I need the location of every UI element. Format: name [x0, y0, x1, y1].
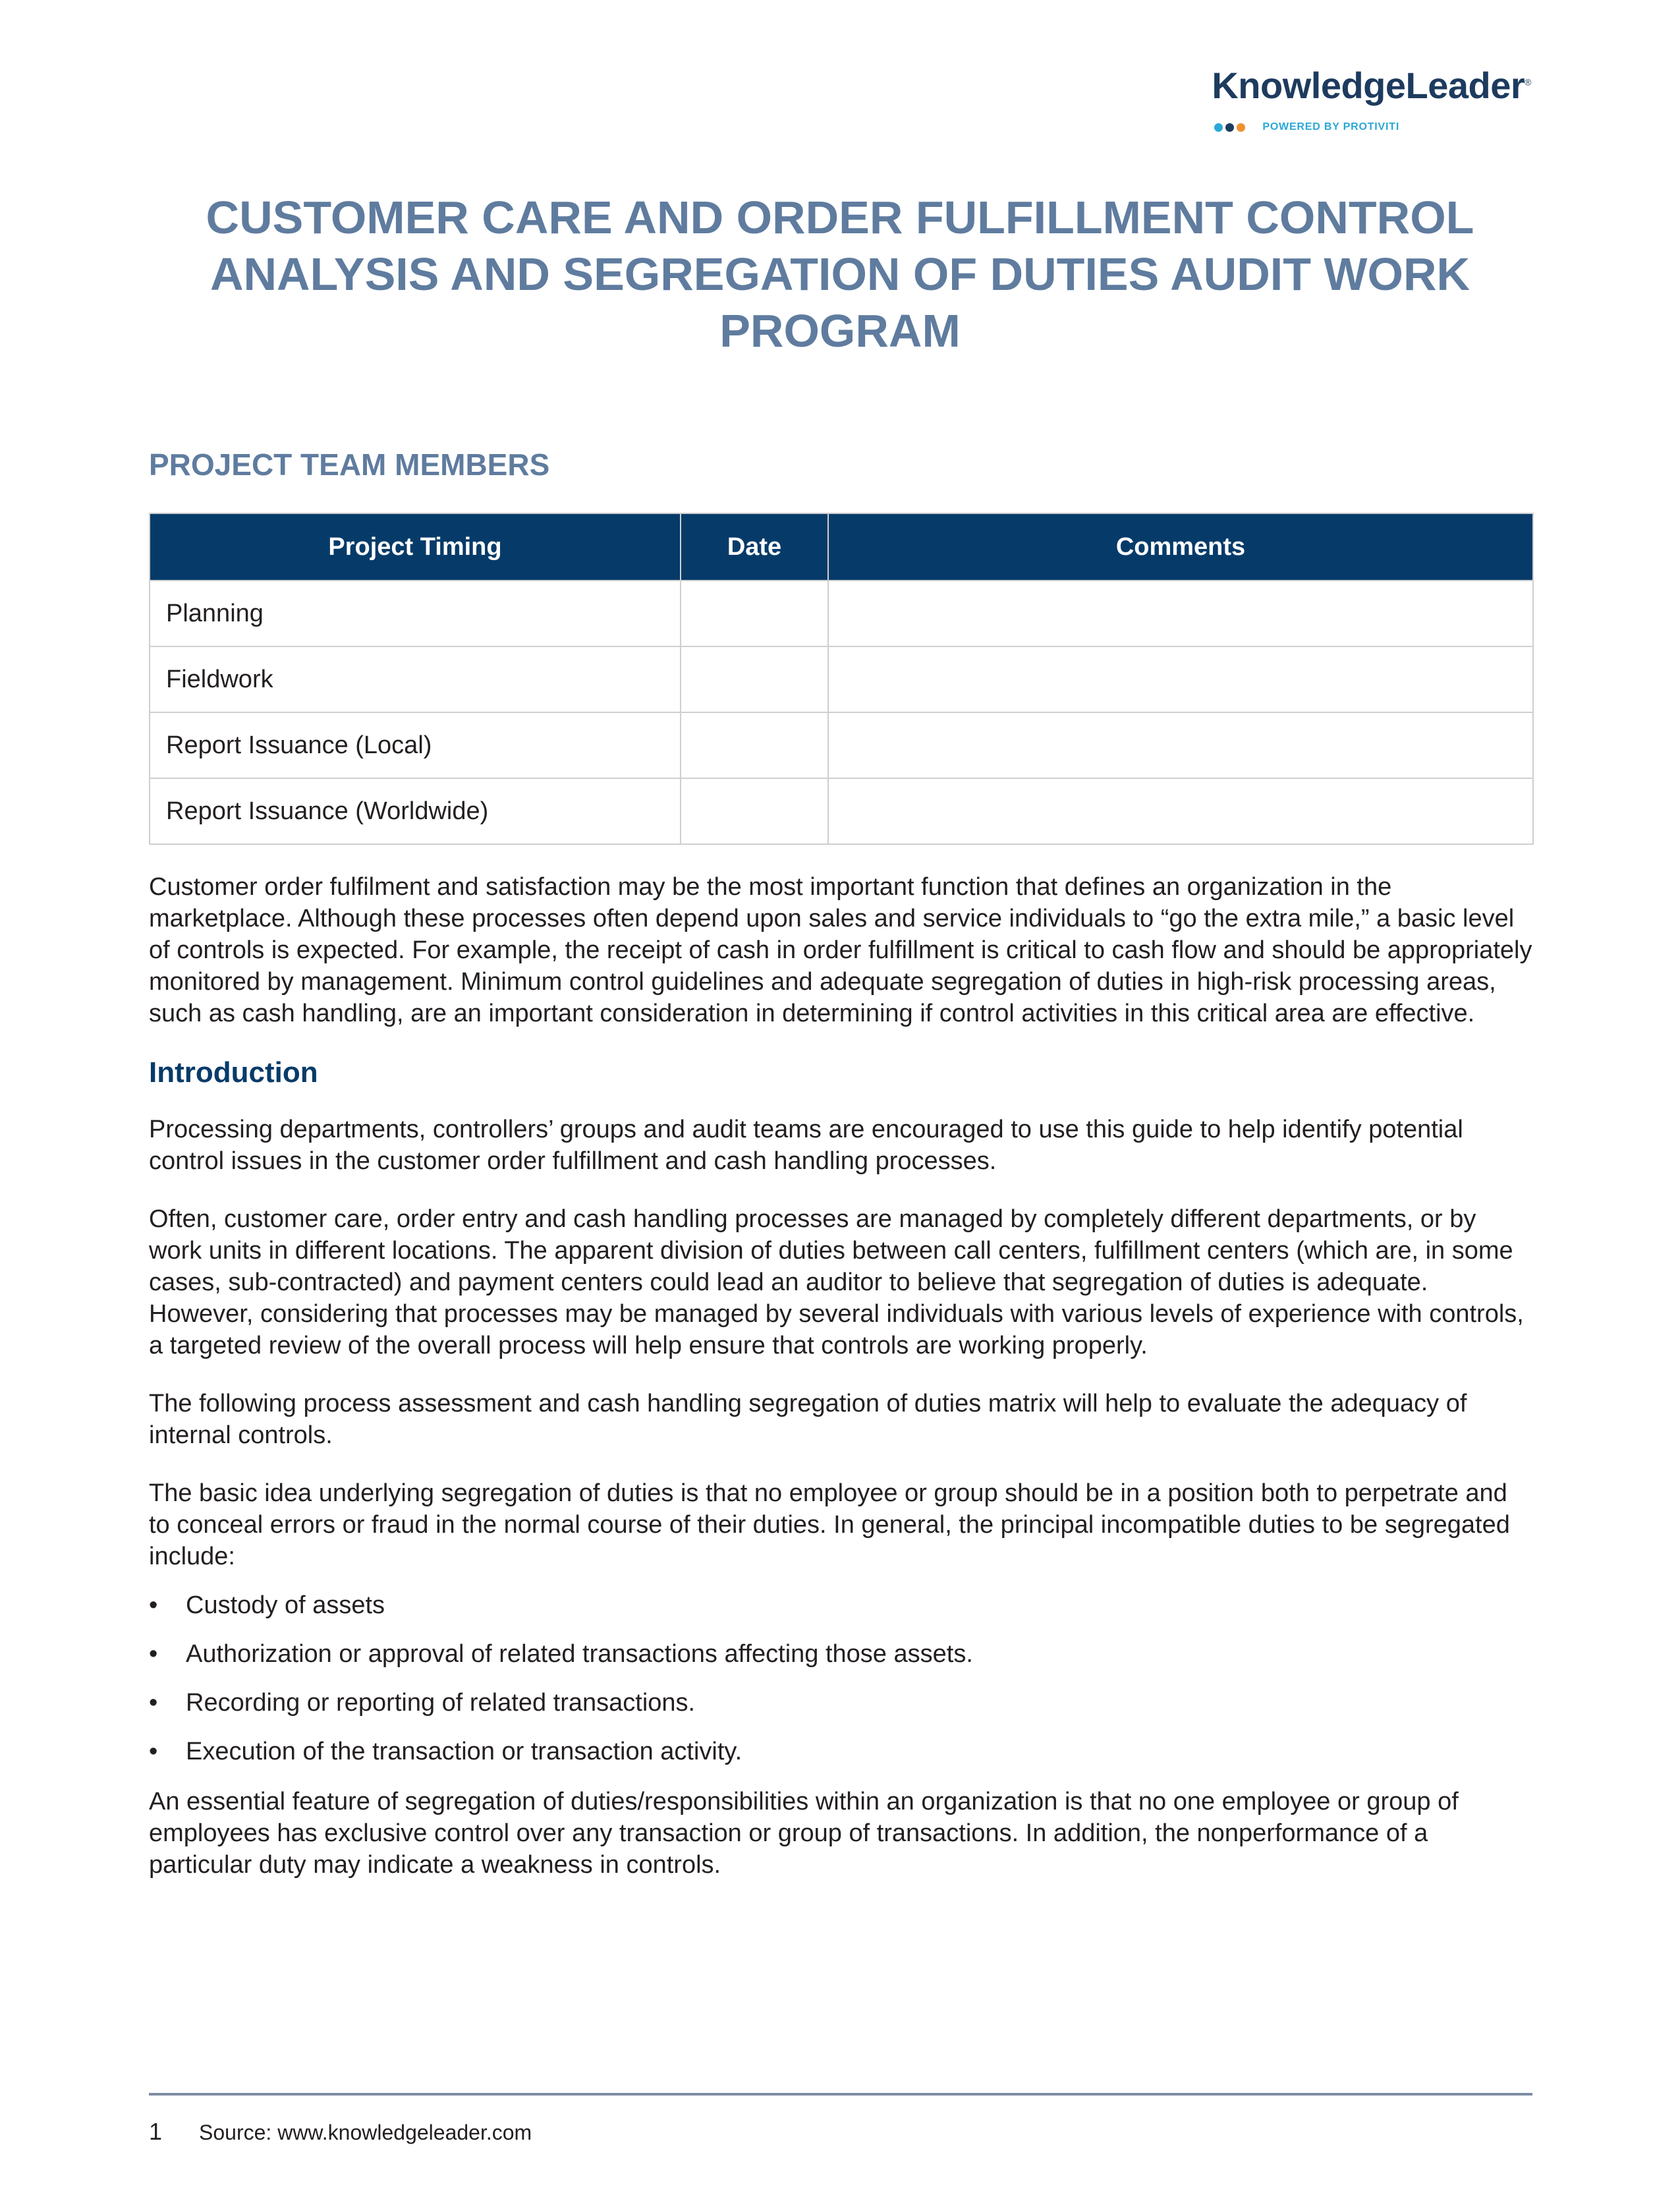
footer-source-link[interactable]: Source: www.knowledgeleader.com	[199, 2121, 532, 2144]
footer-divider	[149, 2093, 1532, 2096]
table-header-row	[150, 513, 1533, 581]
cell-date[interactable]	[681, 581, 828, 646]
list-item-text: Recording or reporting of related transactions.	[186, 1689, 696, 1717]
bullet-icon: •	[149, 1689, 158, 1717]
logo-powered-by: POWERED BY PROTIVITI	[1262, 121, 1400, 132]
logo-wordmark: KnowledgeLeader	[1212, 65, 1525, 106]
project-team-table	[149, 513, 1534, 845]
table-row	[150, 778, 1533, 844]
body-paragraph: The following process assessment and cash handling segregation of duties matrix will help to evaluate the adequacy of internal controls.	[149, 1390, 1467, 1449]
list-item	[149, 1736, 1532, 1767]
list-item-text: Execution of the transaction or transaction activity.	[186, 1738, 742, 1765]
list-item-text: Custody of assets	[186, 1591, 385, 1619]
cell-timing: Report Issuance (Local)	[150, 712, 681, 778]
list-item-text: Authorization or approval of related transactions affecting those assets.	[186, 1640, 973, 1668]
document-body	[149, 871, 1532, 1907]
bullet-icon: •	[149, 1738, 158, 1765]
logo-dot-orange	[1237, 123, 1245, 132]
bullet-icon: •	[149, 1591, 158, 1619]
logo-dots-icon	[1214, 123, 1245, 132]
cell-comments[interactable]	[828, 581, 1533, 646]
column-header-comments: Comments	[828, 513, 1533, 581]
list-item	[149, 1638, 1532, 1670]
knowledgeleader-logo[interactable]	[1212, 67, 1531, 133]
cell-comments[interactable]	[828, 778, 1533, 844]
list-item	[149, 1589, 1532, 1621]
cell-date[interactable]	[681, 646, 828, 712]
cell-comments[interactable]	[828, 712, 1533, 778]
body-paragraph: Often, customer care, order entry and cash handling processes are managed by completely different departments, or by work units in different locations. The apparent division of duties between call centers, fulfillment centers (which are, in some cases, sub-contracted) and payment centers could lead an auditor to believe that segregation of duties is adequate. However, considering that processes may be managed by several individuals with various levels of experience with controls, a targeted review of the overall process will help ensure that controls are working properly.	[149, 1205, 1524, 1359]
body-paragraph: The basic idea underlying segregation of duties is that no employee or group should be in a position both to perpetrate and to conceal errors or fraud in the normal course of their duties. In general, the principal incompatible duties to be segregated include:	[149, 1479, 1510, 1570]
logo-dot-blue	[1214, 123, 1223, 132]
page-footer	[149, 2118, 532, 2146]
cell-date[interactable]	[681, 778, 828, 844]
cell-timing: Report Issuance (Worldwide)	[150, 778, 681, 844]
logo-dot-navy	[1225, 123, 1234, 132]
table-row	[150, 712, 1533, 778]
table-row	[150, 646, 1533, 712]
duties-list	[149, 1589, 1532, 1767]
document-title: CUSTOMER CARE AND ORDER FULFILLMENT CONTROL ANALYSIS AND SEGREGATION OF DUTIES AUDIT WORK PROGRAM	[206, 192, 1474, 357]
table-row	[150, 581, 1533, 646]
intro-paragraph: Customer order fulfilment and satisfaction may be the most important function that defines an organization in the marketplace. Although these processes often depend upon sales and service individuals to “go the extra mile,” a basic level of controls is expected. For example, the receipt of cash in order fulfillment is critical to cash flow and should be appropriately monitored by management. Minimum control guidelines and adequate segregation of duties in high-risk processing areas, such as cash handling, are an important consideration in determining if control activities in this critical area are effective.	[149, 873, 1532, 1027]
team-section-heading: PROJECT TEAM MEMBERS	[149, 447, 550, 482]
cell-timing: Planning	[150, 581, 681, 646]
cell-timing: Fieldwork	[150, 646, 681, 712]
column-header-project-timing: Project Timing	[150, 513, 681, 581]
logo-registered-mark: ®	[1525, 76, 1531, 88]
cell-date[interactable]	[681, 712, 828, 778]
introduction-heading: Introduction	[149, 1056, 318, 1089]
closing-paragraph: An essential feature of segregation of duties/responsibilities within an organization is that no one employee or group of employees has exclusive control over any transaction or group of transactions. In addition, the nonperformance of a particular duty may indicate a weakness in controls.	[149, 1788, 1459, 1879]
list-item	[149, 1687, 1532, 1719]
column-header-date: Date	[681, 513, 828, 581]
bullet-icon: •	[149, 1640, 158, 1668]
page-number: 1	[149, 2118, 163, 2145]
cell-comments[interactable]	[828, 646, 1533, 712]
body-paragraph: Processing departments, controllers’ groups and audit teams are encouraged to use this guide to help identify potential control issues in the customer order fulfillment and cash handling processes.	[149, 1116, 1463, 1175]
